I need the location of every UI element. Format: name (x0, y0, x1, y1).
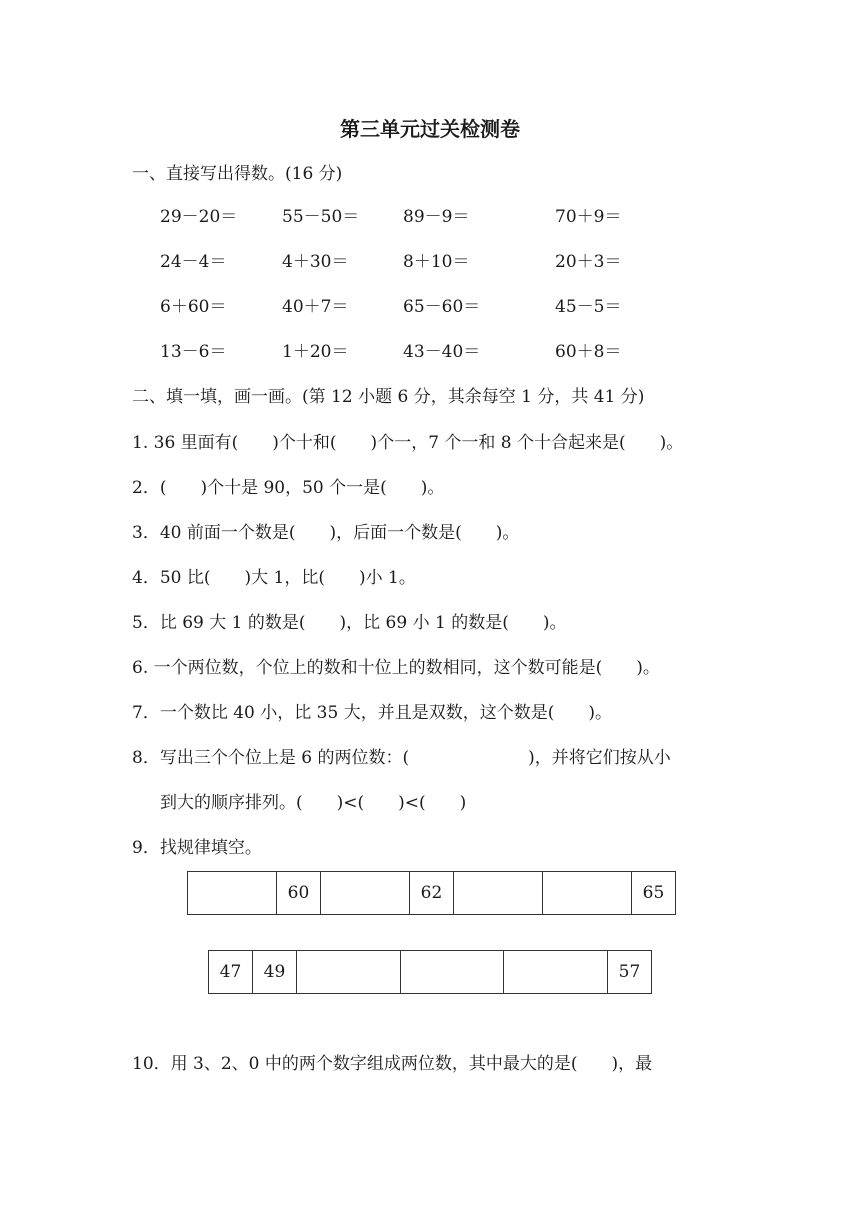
pattern-cell: 49 (253, 951, 297, 994)
calc-item: 20＋3＝ (555, 252, 622, 272)
question-7: 7．一个数比 40 小，比 35 大，并且是双数，这个数是( )。 (132, 703, 612, 723)
calc-item: 55－50＝ (282, 207, 360, 227)
question-8-continued: 到大的顺序排列。( )<( )<( ) (160, 793, 467, 813)
question-2: 2．( )个十是 90，50 个一是( )。 (132, 478, 445, 498)
calc-item: 1＋20＝ (282, 342, 349, 362)
pattern-cell[interactable] (297, 951, 401, 994)
calc-item: 8＋10＝ (403, 252, 470, 272)
section2-heading: 二、填一填，画一画。(第 12 小题 6 分，其余每空 1 分，共 41 分) (132, 387, 645, 407)
calc-item: 89－9＝ (403, 207, 470, 227)
calc-item: 45－5＝ (555, 297, 622, 317)
pattern-cell[interactable] (401, 951, 504, 994)
calc-item: 6＋60＝ (160, 297, 227, 317)
calc-item: 4＋30＝ (282, 252, 349, 272)
question-4: 4．50 比( )大 1，比( )小 1。 (132, 568, 416, 588)
pattern-cell[interactable] (454, 872, 543, 915)
pattern-cell: 65 (632, 872, 676, 915)
pattern-cell[interactable] (504, 951, 608, 994)
calc-item: 70＋9＝ (555, 207, 622, 227)
pattern-cell[interactable] (543, 872, 632, 915)
question-1: 1. 36 里面有( )个十和( )个一，7 个一和 8 个十合起来是( )。 (132, 433, 684, 453)
pattern-cell: 62 (410, 872, 454, 915)
calc-item: 43－40＝ (403, 342, 481, 362)
pattern-table-1 (187, 871, 676, 915)
pattern-cell[interactable] (321, 872, 410, 915)
section1-heading: 一、直接写出得数。(16 分) (132, 164, 343, 184)
calc-item: 24－4＝ (160, 252, 227, 272)
question-6: 6. 一个两位数，个位上的数和十位上的数相同，这个数可能是( )。 (132, 658, 660, 678)
page-title: 第三单元过关检测卷 (340, 117, 520, 141)
question-10: 10．用 3、2、0 中的两个数字组成两位数，其中最大的是( )，最 (132, 1054, 653, 1074)
question-3: 3．40 前面一个数是( )，后面一个数是( )。 (132, 523, 520, 543)
pattern-table-2 (208, 950, 652, 994)
calc-item: 29－20＝ (160, 207, 238, 227)
pattern-cell[interactable] (188, 872, 277, 915)
question-8: 8．写出三个个位上是 6 的两位数：( )，并将它们按从小 (132, 748, 671, 768)
pattern-cell: 47 (209, 951, 253, 994)
calc-item: 65－60＝ (403, 297, 481, 317)
pattern-cell: 60 (277, 872, 321, 915)
calc-item: 40＋7＝ (282, 297, 349, 317)
calc-item: 13－6＝ (160, 342, 227, 362)
calc-item: 60＋8＝ (555, 342, 622, 362)
question-9: 9．找规律填空。 (132, 838, 262, 858)
pattern-cell: 57 (608, 951, 652, 994)
question-5: 5．比 69 大 1 的数是( )，比 69 小 1 的数是( )。 (132, 613, 567, 633)
